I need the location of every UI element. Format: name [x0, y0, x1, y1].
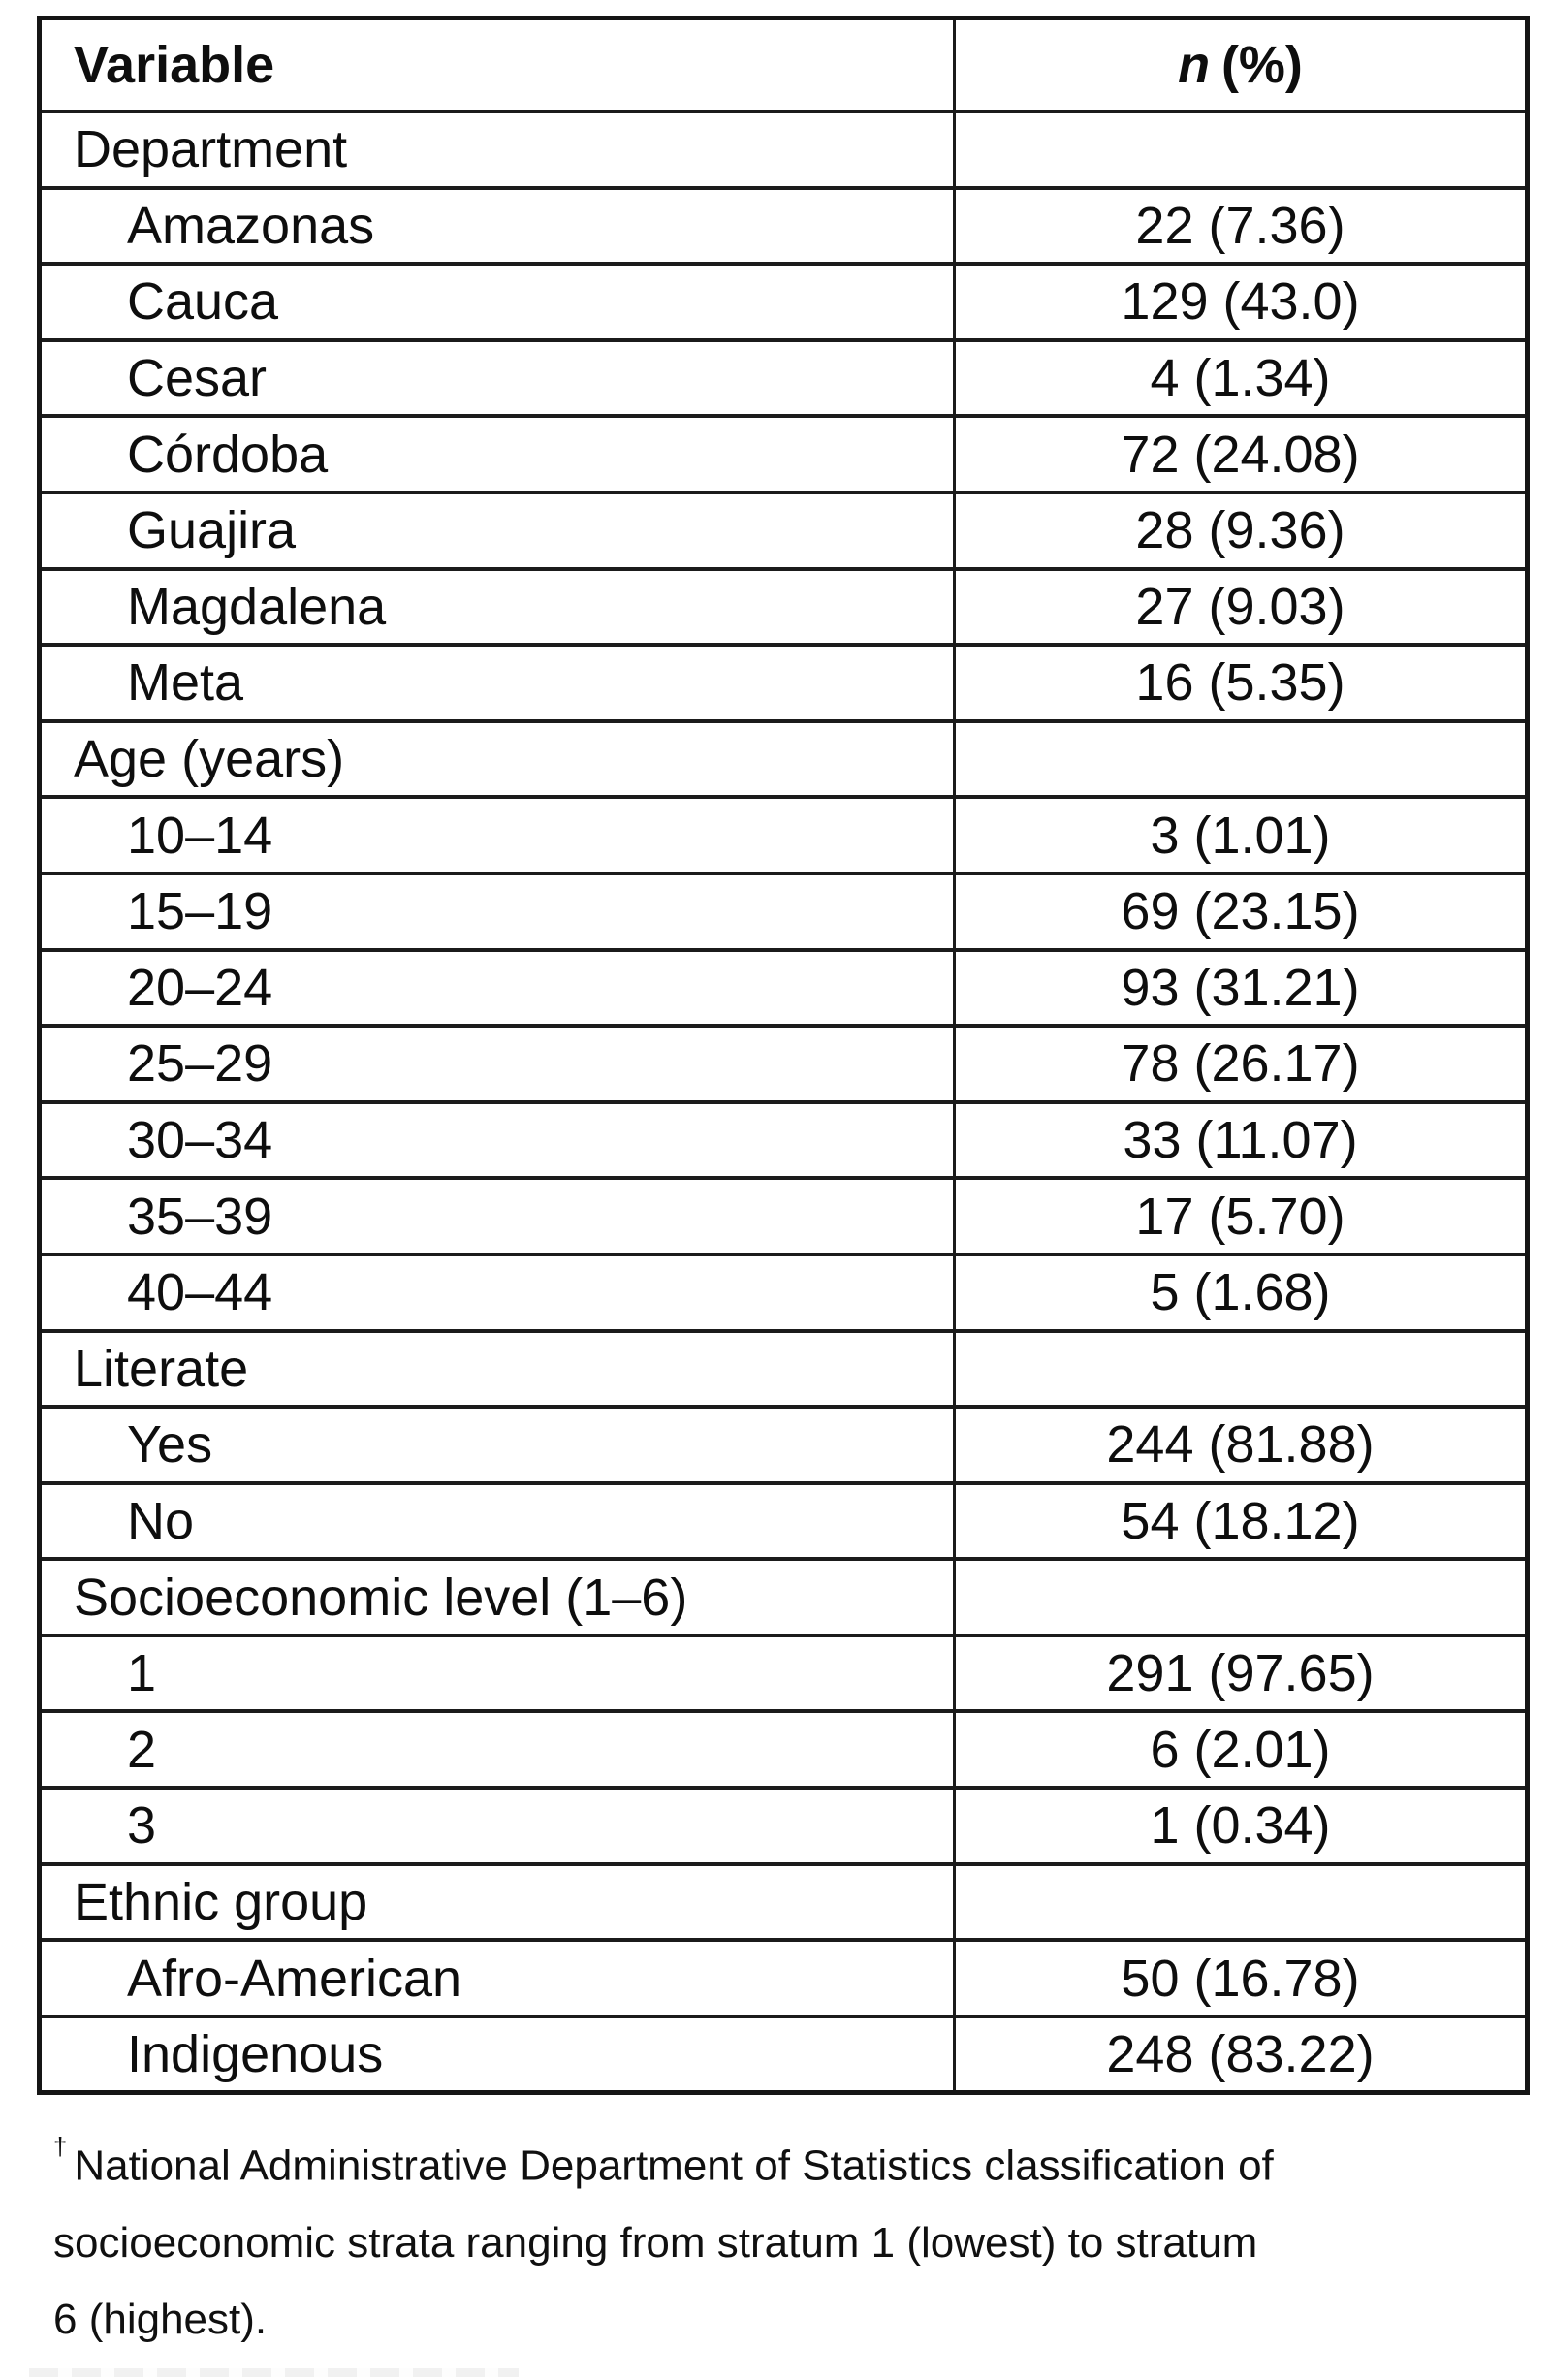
cropped-text-artifact [29, 2368, 519, 2377]
table-row [42, 1405, 1525, 1481]
table-row [42, 110, 1525, 186]
table-row [42, 1253, 1525, 1329]
row-value: 16 (5.35) [1135, 653, 1345, 713]
table-row [42, 1786, 1525, 1862]
row-label: Literate [42, 1333, 956, 1406]
table-row [42, 414, 1525, 491]
table-row [42, 1634, 1525, 1710]
row-value: 1 (0.34) [1150, 1796, 1331, 1856]
row-value: 3 (1.01) [1150, 806, 1331, 865]
row-value [956, 1333, 1525, 1406]
row-value: 33 (11.07) [1123, 1111, 1358, 1170]
row-value: 27 (9.03) [1135, 577, 1345, 636]
table-row [42, 186, 1525, 263]
table-row [42, 948, 1525, 1025]
table-row [42, 872, 1525, 948]
row-label: Guajira [42, 494, 956, 567]
table-row [42, 1709, 1525, 1786]
table-header-row [42, 20, 1525, 110]
row-value [956, 113, 1525, 186]
footnote-line-2: socioeconomic strata ranging from stratum 1 (lowest) to stratum [53, 2218, 1258, 2267]
table-row [42, 2015, 1525, 2091]
row-label: 1 [42, 1637, 956, 1710]
row-label: 20–24 [42, 952, 956, 1025]
row-value: 4 (1.34) [1150, 349, 1331, 408]
table-row [42, 338, 1525, 415]
row-value: 69 (23.15) [1121, 882, 1360, 941]
row-value: 129 (43.0) [1121, 272, 1360, 332]
row-label: Amazonas [42, 190, 956, 263]
row-label: Magdalena [42, 571, 956, 644]
row-value [956, 1561, 1525, 1634]
table-row [42, 1481, 1525, 1558]
row-label: Yes [42, 1409, 956, 1481]
footnote-line-3: 6 (highest). [53, 2295, 268, 2343]
table-row [42, 1862, 1525, 1939]
footnote [53, 2119, 1500, 2358]
percent-label: (%) [1220, 36, 1303, 94]
table-row [42, 1176, 1525, 1253]
row-value: 244 (81.88) [1106, 1415, 1375, 1475]
row-label: 10–14 [42, 799, 956, 872]
document-table [37, 16, 1530, 2095]
table-row [42, 719, 1525, 796]
row-label: 3 [42, 1790, 956, 1862]
row-value: 291 (97.65) [1106, 1644, 1375, 1703]
n-symbol: n [1178, 36, 1211, 94]
table-row [42, 1024, 1525, 1100]
row-label: 35–39 [42, 1180, 956, 1253]
row-label: Cauca [42, 266, 956, 338]
row-label: 25–29 [42, 1028, 956, 1100]
table-row [42, 643, 1525, 719]
row-label: 40–44 [42, 1256, 956, 1329]
footnote-text-1: National Administrative Department of Statistics classification of [74, 2142, 1274, 2190]
row-label: Afro-American [42, 1942, 956, 2015]
table-row [42, 491, 1525, 567]
row-label: Department [42, 113, 956, 186]
row-label: Age (years) [42, 723, 956, 796]
row-value: 93 (31.21) [1121, 958, 1360, 1017]
column-header-variable: Variable [42, 20, 956, 110]
column-header-n-pct [956, 20, 1525, 110]
row-label: No [42, 1485, 956, 1558]
row-value: 50 (16.78) [1121, 1949, 1360, 2008]
row-value: 72 (24.08) [1121, 425, 1360, 484]
table-row [42, 567, 1525, 644]
row-label: Ethnic group [42, 1866, 956, 1939]
row-label: 30–34 [42, 1104, 956, 1177]
table-row [42, 1329, 1525, 1406]
row-value: 5 (1.68) [1150, 1263, 1331, 1322]
table-row [42, 1938, 1525, 2015]
row-value [956, 723, 1525, 796]
row-value: 6 (2.01) [1150, 1720, 1331, 1779]
dagger-symbol: † [53, 2134, 68, 2162]
row-label: Cesar [42, 342, 956, 415]
row-value: 28 (9.36) [1135, 501, 1345, 560]
row-value: 78 (26.17) [1121, 1034, 1360, 1094]
row-label: Córdoba [42, 418, 956, 491]
row-label: Indigenous [42, 2018, 956, 2091]
table-row [42, 1100, 1525, 1177]
row-label: 15–19 [42, 875, 956, 948]
row-value [956, 1866, 1525, 1939]
table-rows [42, 110, 1525, 2090]
row-label: 2 [42, 1713, 956, 1786]
row-label: Meta [42, 647, 956, 719]
row-value: 17 (5.70) [1135, 1187, 1345, 1246]
row-value: 54 (18.12) [1121, 1491, 1360, 1550]
table-row [42, 795, 1525, 872]
row-value: 22 (7.36) [1135, 196, 1345, 255]
table-row [42, 1557, 1525, 1634]
table-row [42, 262, 1525, 338]
row-value: 248 (83.22) [1106, 2025, 1375, 2084]
row-label: Socioeconomic level (1–6) [42, 1561, 956, 1634]
footnote-line-1 [53, 2119, 1500, 2205]
